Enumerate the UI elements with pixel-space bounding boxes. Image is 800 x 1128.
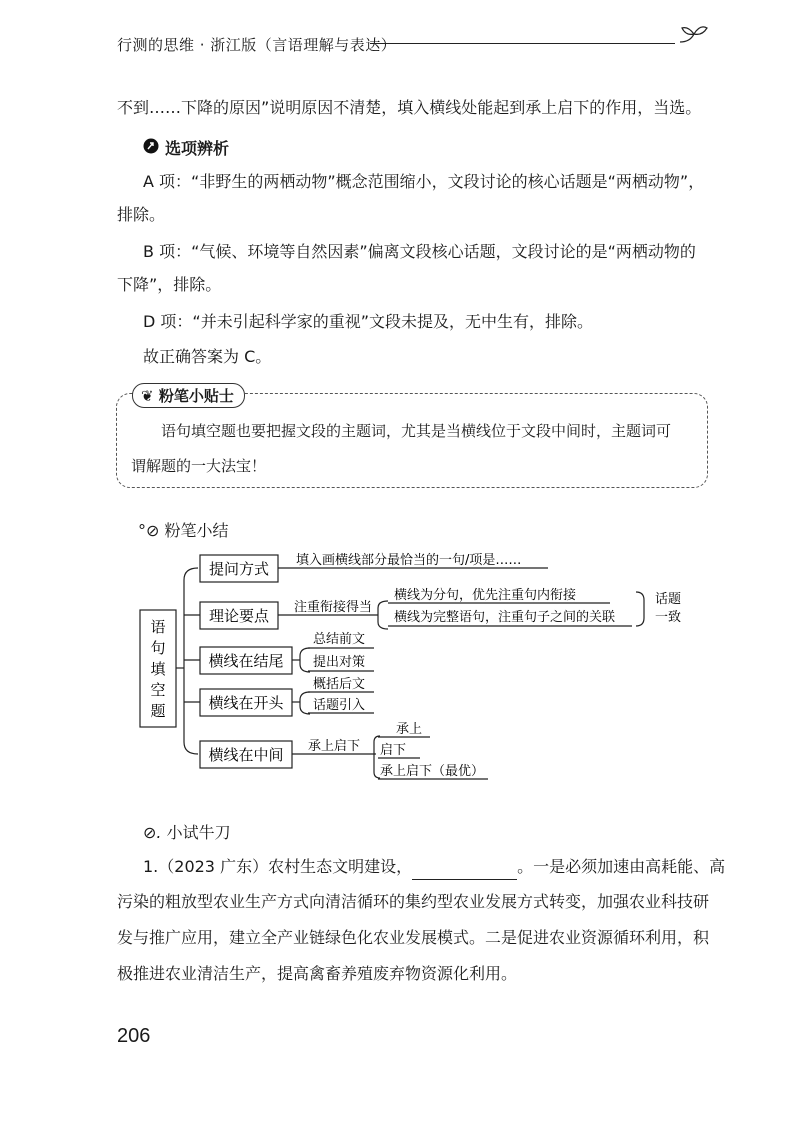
start-sub: 概括后文 (313, 677, 366, 692)
option-a-line: 排除。 (117, 205, 166, 224)
middle-sub: 承上 (396, 722, 423, 737)
question-way-desc: 填入画横线部分最恰当的一句/项是…… (296, 553, 522, 568)
middle-desc: 承上启下 (308, 739, 361, 754)
option-b-line: 下降”，排除。 (117, 275, 222, 294)
tip-label-text: 粉笔小贴士 (158, 387, 234, 405)
section-title: 选项辨析 (165, 139, 230, 158)
node-label: 提问方式 (208, 560, 270, 578)
option-d-line: D 项：“并未引起科学家的重视”文段未提及，无中生有，排除。 (143, 312, 593, 331)
theory-desc: 注重衔接得当 (294, 600, 373, 615)
root-char: 填 (150, 660, 166, 678)
practice-title-row (143, 820, 231, 843)
theory-item: 横线为完整语句，注重句子之间的关联 (394, 610, 616, 625)
sprout-icon: ❦ (141, 387, 154, 405)
paragraph-line: 不到……下降的原因”说明原因不清楚，填入横线处能起到承上启下的作用，当选。 (117, 98, 702, 117)
question-text: 1.（2023 广东）农村生态文明建设， (143, 857, 413, 876)
middle-sub: 承上启下（最优） (380, 764, 485, 779)
root-char: 语 (150, 618, 166, 636)
running-header: 行测的思维 · 浙江版（言语理解与表达） (117, 36, 397, 54)
node-label: 横线在开头 (208, 694, 284, 712)
question-text: 。一是必须加速由高耗能、高 (517, 857, 726, 876)
question-line: 发与推广应用，建立全产业链绿色化农业发展模式。二是促进农业资源循环利用，积 (117, 928, 710, 947)
middle-sub: 启下 (380, 743, 407, 758)
root-char: 句 (150, 639, 166, 657)
end-sub: 提出对策 (313, 655, 366, 670)
node-label: 横线在结尾 (208, 652, 284, 670)
practice-title: 小试牛刀 (166, 823, 231, 842)
question-line: 污染的粗放型农业生产方式向清洁循环的集约型农业发展方式转变，加强农业科技研 (117, 892, 710, 911)
theory-item: 横线为分句，优先注重句内衔接 (394, 588, 577, 603)
question-line (143, 857, 725, 880)
start-sub: 话题引入 (313, 698, 366, 713)
page-number: 206 (117, 1025, 151, 1047)
answer-line: 故正确答案为 C。 (143, 347, 272, 366)
root-char: 题 (150, 702, 166, 720)
question-line: 极推进农业清洁生产，提高禽畜养殖废弃物资源化利用。 (117, 964, 518, 983)
pencil-icon: °⊘ (138, 521, 160, 540)
answer-blank[interactable] (412, 859, 517, 880)
option-b-line: B 项：“气候、环境等自然因素”偏离文段核心话题，文段讨论的是“两栖动物的 (143, 242, 696, 261)
root-char: 空 (150, 681, 166, 699)
node-label: 理论要点 (208, 607, 270, 625)
node-label: 横线在中间 (208, 746, 284, 764)
topic-label: 一致 (655, 610, 682, 625)
option-a-line: A 项：“非野生的两栖动物”概念范围缩小，文段讨论的核心话题是“两栖动物”， (143, 172, 705, 191)
topic-label: 话题 (655, 592, 682, 607)
tip-text: 谓解题的一大法宝！ (131, 457, 267, 475)
pencil-icon: ⊘. (143, 823, 162, 842)
tip-text: 语句填空题也要把握文段的主题词，尤其是当横线位于文段中间时，主题词可 (161, 422, 672, 440)
end-sub: 总结前文 (313, 632, 366, 647)
summary-title: 粉笔小结 (164, 521, 229, 540)
